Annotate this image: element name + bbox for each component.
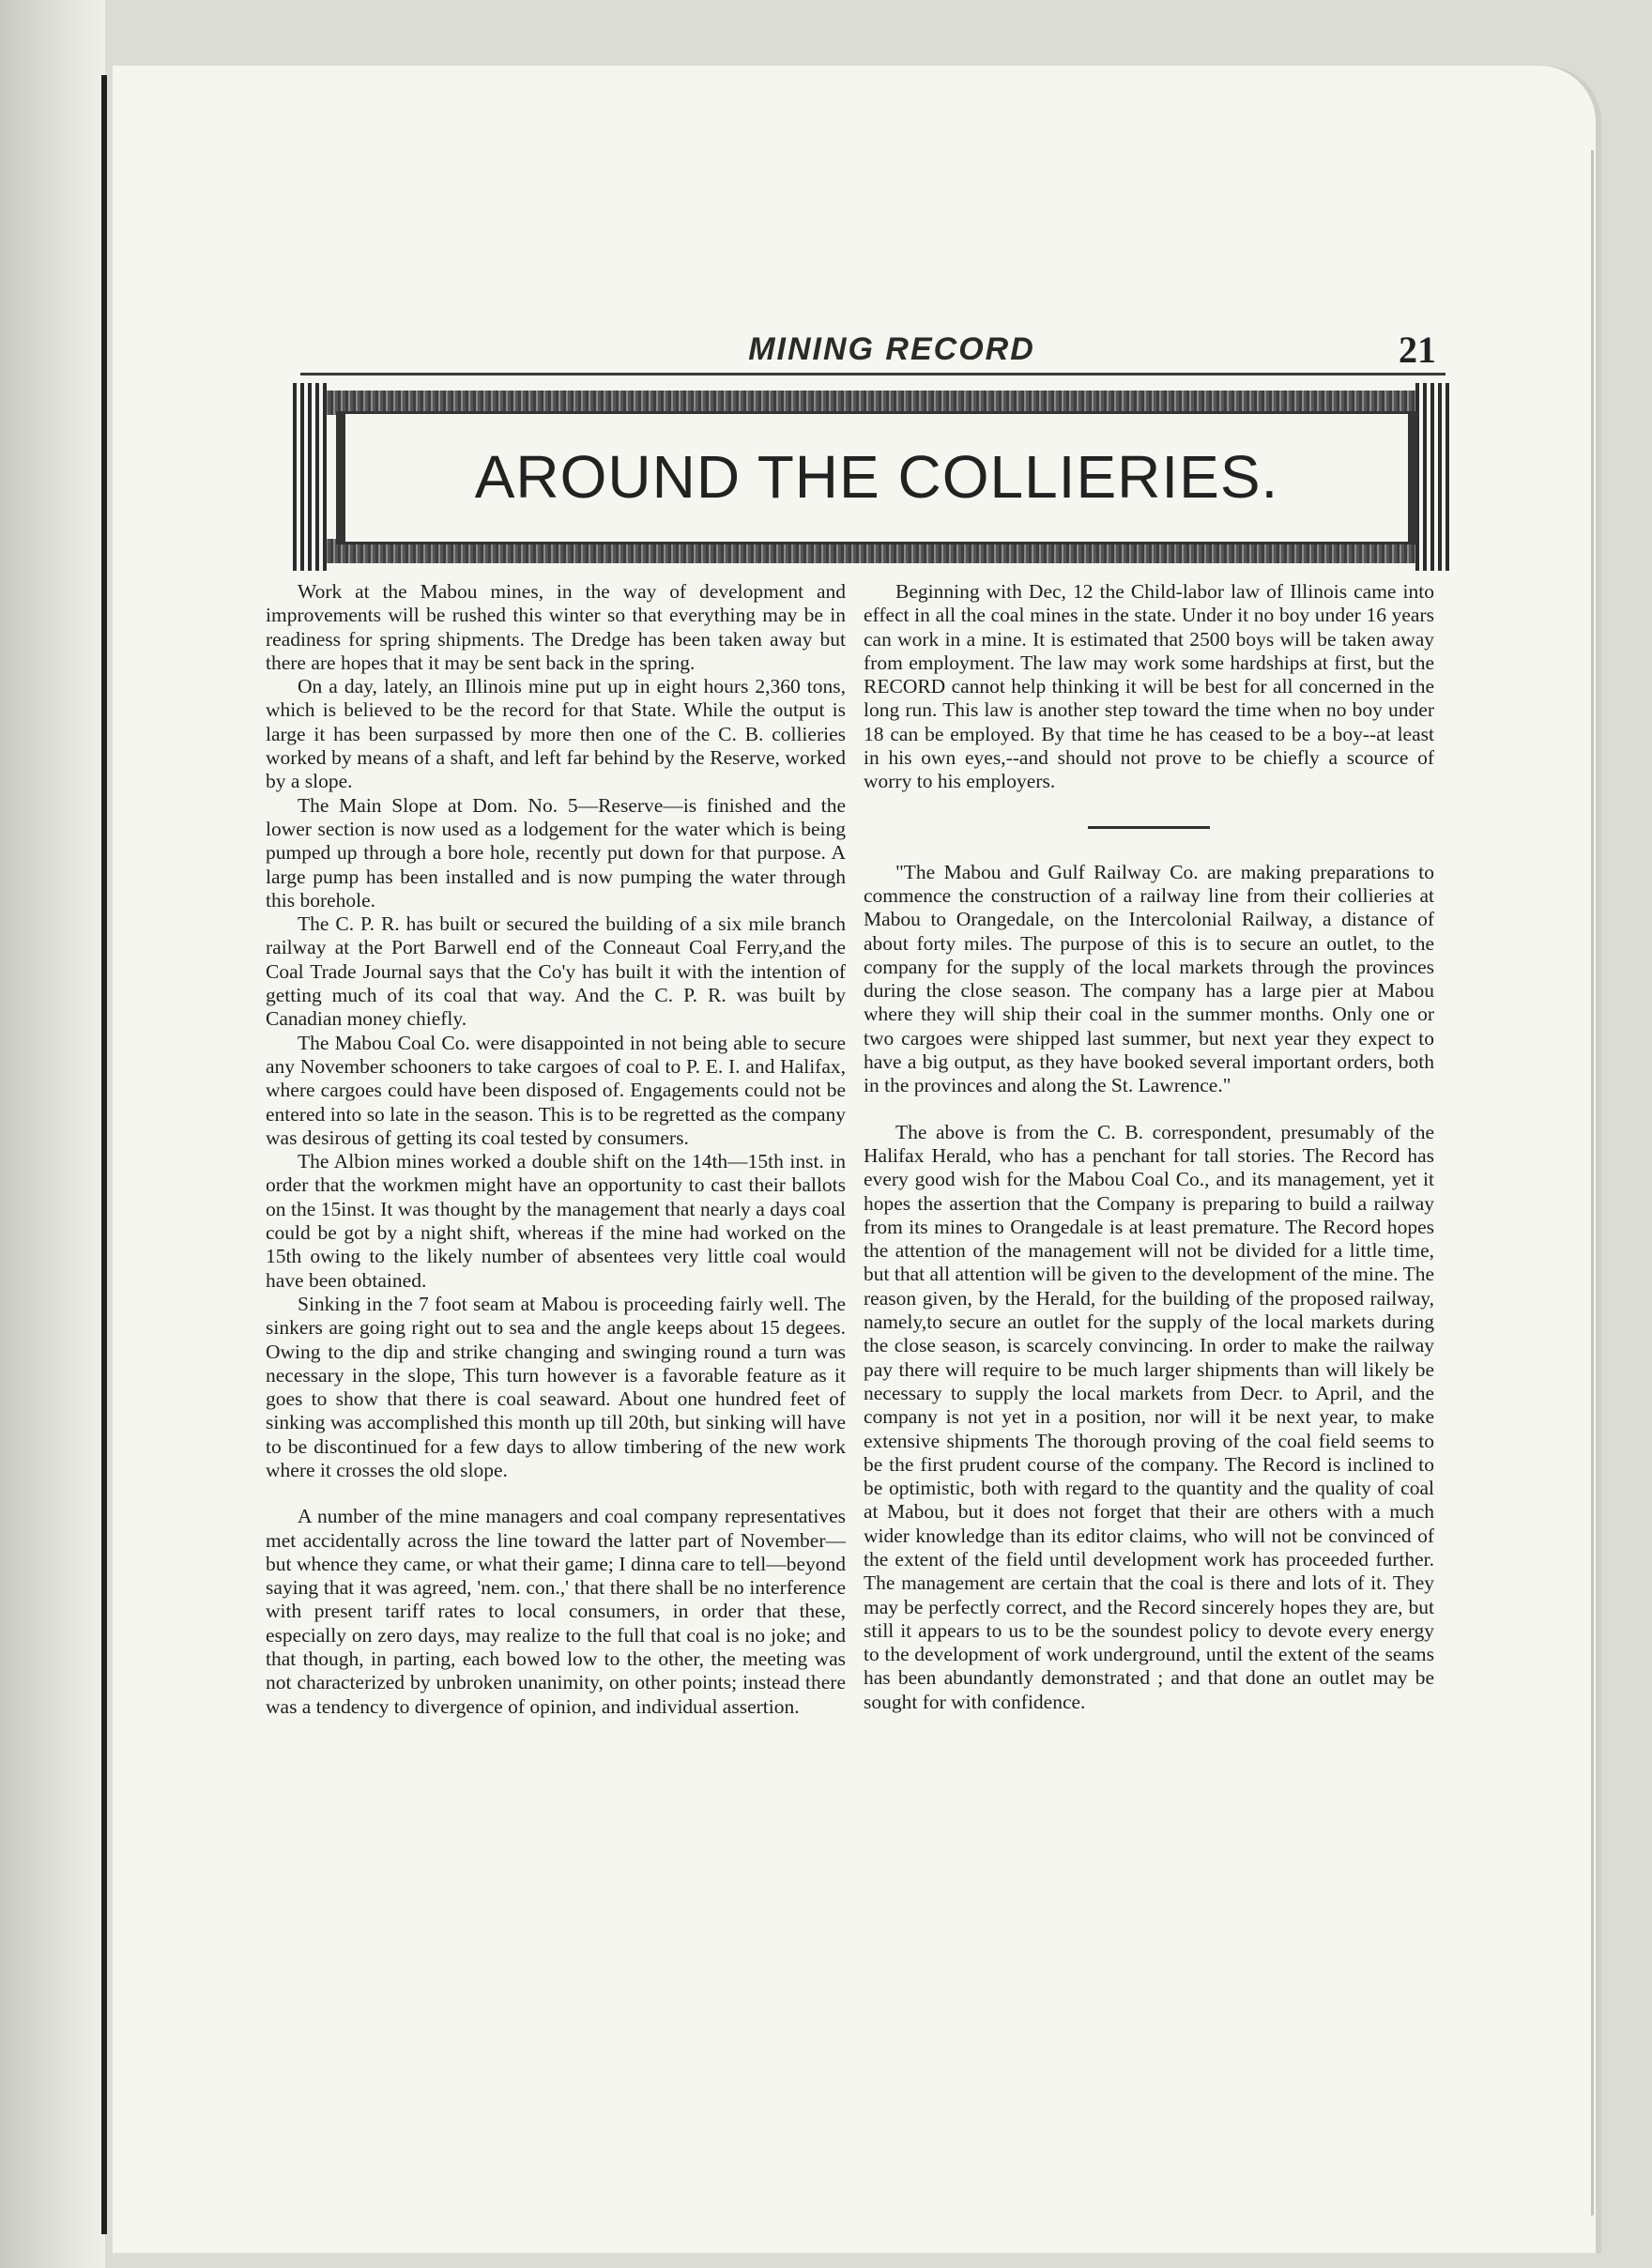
paragraph: The above is from the C. B. correspondent, presumably of the Halifax Herald, who has a penchant for tall stories. The Record has every good wish for the Mabou Coal Co., and its management, yet it hopes the assertion that the Company is preparing to build a railway from its mines to Orangedale is at least premature. The Record hopes the attention of the management will not be divided for a little time, but that all attention will be given to the development of the mine. The reason given, by the Herald, for the building of the proposed railway, namely,to secure an outlet for the supply of the local markets during the close season, is scarcely convincing. In order to make the railway pay there will require to be much larger shipments than will likely be necessary to supply the local markets from Decr. to April, and the company is not yet in a position, nor will it be next year, to make extensive shipments The thorough proving of the coal field seems to be the first prudent course of the company. The Record is inclined to be optimistic, both with regard to the quantity and the quality of coal at Mabou, but it does not forget that their are others with a much wider knowledge than its editor claims, who will not be convinced of the extent of the field until development work has proceeded further. The management are certain that the coal is there and lots of it. They may be perfectly correct, and the Record sincerely hopes they are, but still it appears to us to be the soundest policy to devote every energy to the development of work underground, until the extent of the seams has been abundantly demonstrated ; and that done an outlet may be sought for with confidence. bbox=[864, 1120, 1434, 1713]
page-number: 21 bbox=[1399, 329, 1436, 371]
paragraph: Beginning with Dec, 12 the Child-labor law of Illinois came into effect in all the coal mines in the state. Under it no boy under 16 years can work in a mine. It is estimated that 2500 boys will be taken away from employment. The law may work some hardships at first, but the RECORD cannot help thinking it will be best for all concerned in the long run. This law is another step toward the time when no boy under 18 can be employed. By that time he has ceased to be a boy--at least in his own eyes,--and should not prove to be chiefly a scource of worry to his employers. bbox=[864, 580, 1434, 793]
journal-title: MINING RECORD bbox=[748, 331, 1035, 367]
section-banner bbox=[293, 383, 1449, 571]
banner-left-post bbox=[293, 383, 327, 571]
paragraph: The Albion mines worked a double shift on the 14th—15th inst. in order that the workmen might have an opportunity to cast their ballots on the 15inst. It was thought by the management that nearly a days coal could be got by a night shift, whereas if the mine had worked on the 15th owing to the likely number of absentees very little coal would have been obtained. bbox=[266, 1150, 846, 1292]
section-divider-rule bbox=[1088, 826, 1210, 829]
paragraph: Work at the Mabou mines, in the way of development and improvements will be rushed this winter so that everything may be in readiness for spring shipments. The Dredge has been taken away but there are hopes that it may be sent back in the spring. bbox=[266, 580, 846, 674]
paragraph: The C. P. R. has built or secured the building of a six mile branch railway at the Port Barwell end of the Conneaut Coal Ferry,and the Coal Trade Journal says that the Co'y has built it with the intention of getting much of its coal that way. And the C. P. R. was built by Canadian money chiefly. bbox=[266, 912, 846, 1031]
right-article-column bbox=[864, 580, 1434, 1714]
page-edge-shadow bbox=[1591, 150, 1594, 2215]
section-headline: AROUND THE COLLIERIES. bbox=[474, 443, 1279, 511]
paragraph: Sinking in the 7 foot seam at Mabou is proceeding fairly well. The sinkers are going right out to sea and the angle keeps about 15 degees. Owing to the dip and strike changing and swinging round a turn was necessary in the slope, This turn however is a favorable feature as it goes to show that there is coal seaward. About one hundred feet of sinking was accomplished this month up till 20th, but sinking will have to be discontinued for a few days to allow timbering of the new work where it crosses the old slope. bbox=[266, 1292, 846, 1481]
binding-gutter bbox=[101, 75, 107, 2234]
facing-page-edge bbox=[0, 0, 105, 2268]
paragraph: On a day, lately, an Illinois mine put up in eight hours 2,360 tons, which is believed to be the record for that State. While the output is large it has been surpassed by more then one of the C. B. collieries worked by means of a shaft, and left far behind by the Reserve, worked by a slope. bbox=[266, 675, 846, 793]
banner-right-post bbox=[1415, 383, 1449, 571]
paragraph: The Mabou Coal Co. were disappointed in not being able to secure any November schooners to take cargoes of coal to P. E. I. and Halifax, where cargoes could have been disposed of. Engagements could not be entered into so late in the season. This is to be regretted as the company was desirous of getting its coal tested by consumers. bbox=[266, 1031, 846, 1149]
banner-frame bbox=[336, 411, 1417, 544]
quoted-paragraph: "The Mabou and Gulf Railway Co. are making preparations to commence the construction of a railway line from their collieries at Mabou to Orangedale, on the Intercolonial Railway, a distance of about forty miles. The purpose of this is to secure an outlet, to the company for the supply of the local markets through the provinces during the close season. The company has a large pier at Mabou where they will ship their coal in the summer months. Only one or two cargoes were shipped last summer, but next year they expect to have a big output, as they have booked several important orders, both in the provinces and along the St. Lawrence." bbox=[864, 860, 1434, 1097]
left-article-column bbox=[266, 580, 846, 1719]
running-header bbox=[300, 331, 1446, 375]
paragraph: A number of the mine managers and coal company representatives met accidentally across the line toward the latter part of November—but whence they came, or what their game; I dinna care to tell—beyond saying that it was agreed, 'nem. con.,' that there shall be no interference with present tariff rates to local consumers, in order that these, especially on zero days, may realize to the full that coal is no joke; and that though, in parting, each bowed low to the other, the meeting was not characterized by unbroken unanimity, on other points; instead there was a tendency to divergence of opinion, and individual assertion. bbox=[266, 1505, 846, 1718]
paragraph: The Main Slope at Dom. No. 5—Reserve—is finished and the lower section is now used as a lodgement for the water which is being pumped up through a bore hole, recently put down for that purpose. A large pump has been installed and is now pumping the water through this borehole. bbox=[266, 793, 846, 912]
